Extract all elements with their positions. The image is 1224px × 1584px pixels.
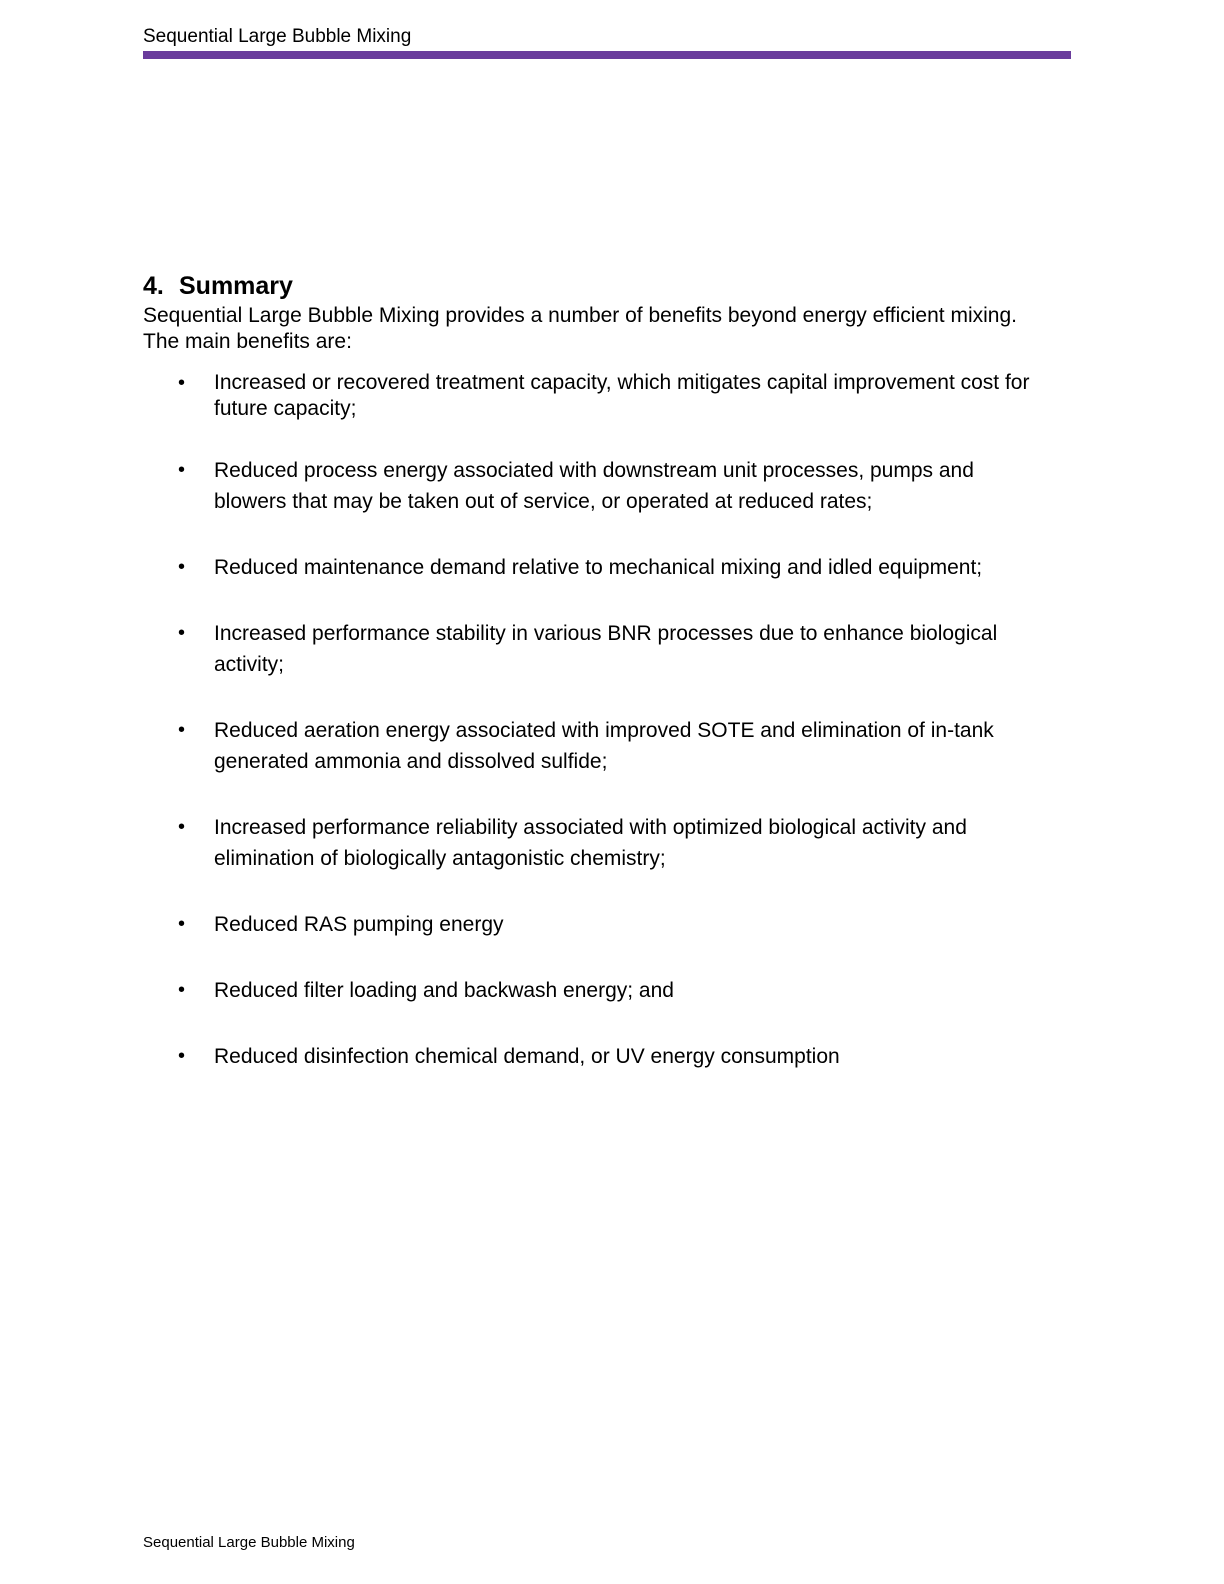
benefit-line: activity;	[214, 653, 285, 676]
bullet-glyph: •	[178, 979, 186, 1001]
benefit-line: Reduced aeration energy associated with improved SOTE and elimination of in-tank	[214, 719, 994, 742]
benefit-line: blowers that may be taken out of service, or operated at reduced rates;	[214, 490, 873, 513]
benefit-line: Reduced process energy associated with downstream unit processes, pumps and	[214, 459, 974, 482]
header-rule	[143, 51, 1071, 59]
benefit-text	[214, 975, 674, 1006]
bullet-glyph: •	[178, 622, 186, 644]
benefit-text	[214, 370, 1029, 422]
benefit-line: elimination of biologically antagonistic chemistry;	[214, 847, 666, 870]
benefit-line: Reduced disinfection chemical demand, or UV energy consumption	[214, 1045, 840, 1068]
intro-line: Sequential Large Bubble Mixing provides a number of benefits beyond energy efficient mixing.	[143, 304, 1017, 327]
section-heading	[143, 270, 293, 302]
benefit-line: generated ammonia and dissolved sulfide;	[214, 750, 608, 773]
section-number: 4.	[143, 272, 164, 300]
benefit-text	[214, 1041, 840, 1072]
bullet-glyph: •	[178, 372, 186, 394]
benefit-text	[214, 909, 504, 940]
running-header-title: Sequential Large Bubble Mixing	[143, 26, 412, 47]
benefit-text	[214, 812, 967, 874]
benefit-line: Reduced RAS pumping energy	[214, 913, 504, 936]
intro-line: The main benefits are:	[143, 330, 352, 353]
benefit-line: Reduced filter loading and backwash energy; and	[214, 979, 674, 1002]
benefit-line: Increased performance reliability associated with optimized biological activity and	[214, 816, 967, 839]
benefit-text	[214, 715, 994, 777]
bullet-glyph: •	[178, 816, 186, 838]
bullet-glyph: •	[178, 459, 186, 481]
running-footer-title: Sequential Large Bubble Mixing	[143, 1534, 355, 1551]
benefit-text	[214, 552, 982, 583]
benefit-line: future capacity;	[214, 397, 357, 420]
benefit-line: Increased or recovered treatment capacity, which mitigates capital improvement cost for	[214, 371, 1030, 394]
benefit-text	[214, 618, 997, 680]
bullet-glyph: •	[178, 913, 186, 935]
benefit-text	[214, 455, 974, 517]
section-title: Summary	[179, 272, 293, 300]
intro-paragraph	[143, 303, 1073, 355]
bullet-glyph: •	[178, 1045, 186, 1067]
benefit-line: Reduced maintenance demand relative to mechanical mixing and idled equipment;	[214, 556, 983, 579]
bullet-glyph: •	[178, 556, 186, 578]
bullet-glyph: •	[178, 719, 186, 741]
benefit-line: Increased performance stability in various BNR processes due to enhance biological	[214, 622, 998, 645]
